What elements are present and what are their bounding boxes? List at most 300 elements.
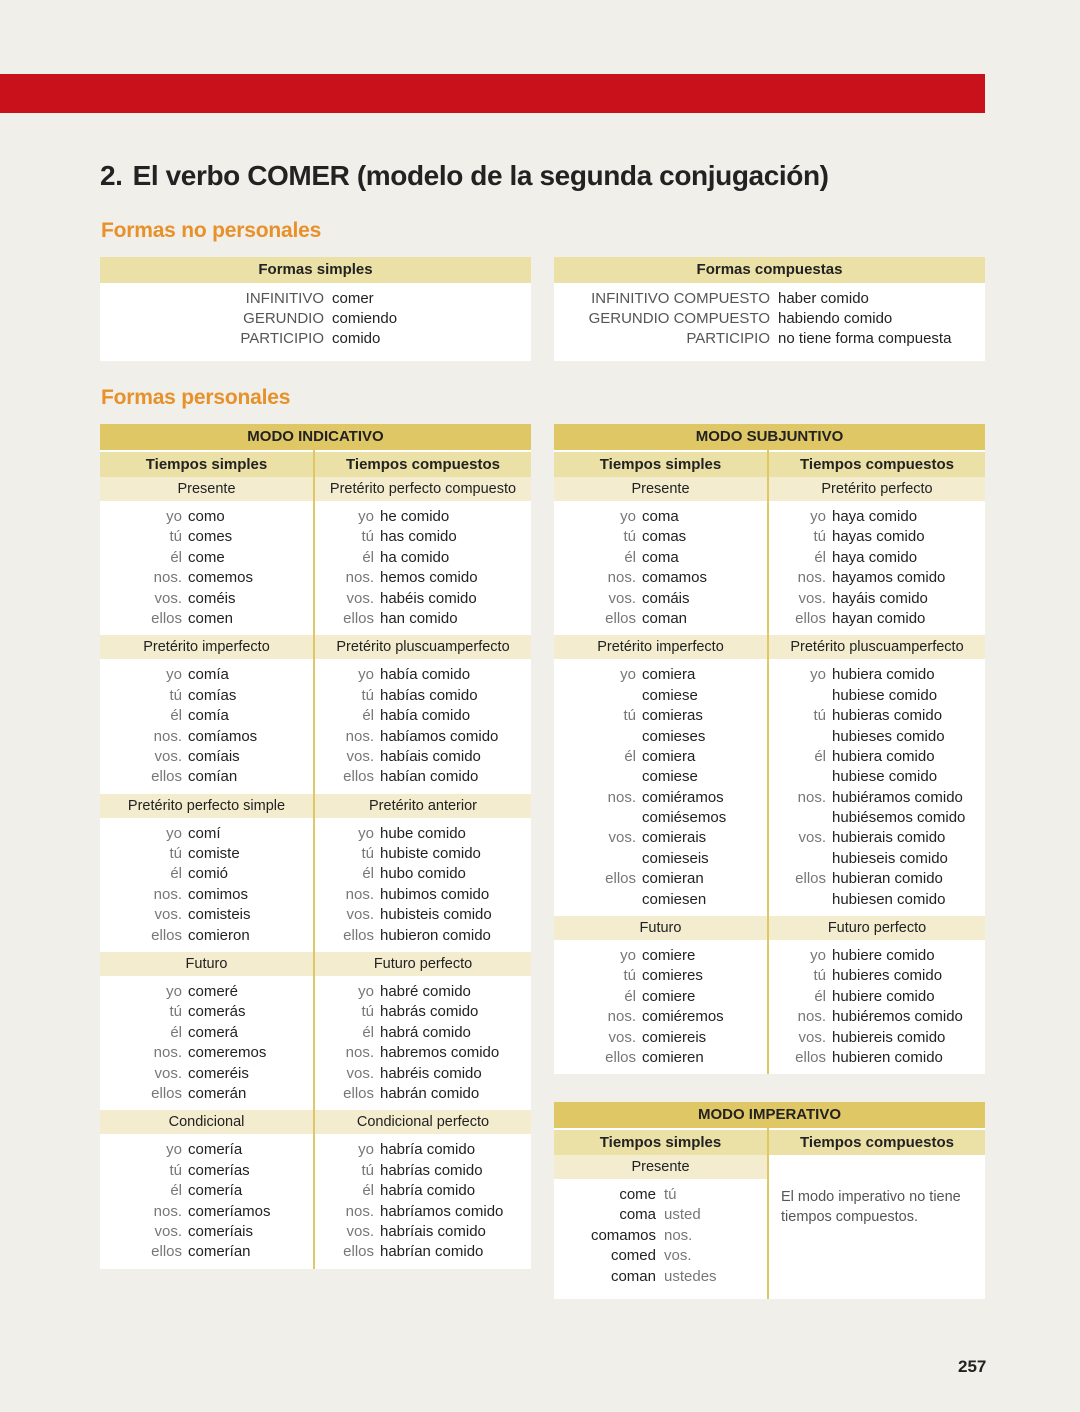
person-pronoun: tú	[813, 528, 826, 546]
verb-form: habréis comido	[380, 1064, 482, 1082]
person-pronoun	[769, 849, 832, 869]
conjugation-row	[315, 548, 531, 568]
conjugation-row	[100, 589, 313, 609]
person-pronoun: yo	[620, 508, 636, 525]
person-pronoun: tú	[813, 967, 826, 985]
verb-form: habías comido	[380, 686, 478, 704]
conjugation-row	[315, 727, 531, 747]
conjugation-row	[315, 507, 531, 527]
verb-form: has comido	[380, 528, 457, 546]
conjugation-row	[554, 665, 767, 685]
form-row	[554, 309, 985, 329]
conjugation-row	[769, 767, 985, 787]
conjugation-row	[554, 527, 767, 547]
conjugation-row	[100, 1064, 313, 1084]
person-pronoun: nos.	[345, 885, 374, 903]
verb-form: coma	[642, 548, 679, 566]
person-pronoun: nos.	[607, 1008, 636, 1026]
verb-form: comisteis	[188, 906, 251, 924]
person-pronoun: él	[814, 548, 826, 566]
verb-form: habrán comido	[380, 1084, 480, 1102]
verb-form: comería	[188, 1182, 243, 1200]
verb-form: hubiésemos comido	[832, 809, 966, 827]
verb-form: habrás comido	[380, 1003, 479, 1021]
person-pronoun: él	[362, 548, 374, 566]
person-pronoun: ellos	[605, 1048, 636, 1066]
conjugation-row	[315, 1222, 531, 1242]
conjugation-rows	[315, 1134, 531, 1268]
conjugation-row	[554, 727, 767, 747]
verb-form: comieses	[642, 727, 706, 745]
conjugation-row	[315, 1084, 531, 1104]
conjugation-row	[554, 1007, 767, 1027]
verb-form: han comido	[380, 609, 458, 627]
verb-form: comas	[642, 528, 687, 546]
person-pronoun: vos.	[608, 829, 636, 847]
form-row	[100, 309, 531, 329]
formas-compuestas-list	[554, 283, 985, 349]
verb-form: habíamos comido	[380, 727, 499, 745]
person-pronoun: tú	[813, 707, 826, 725]
conjugation-row	[315, 885, 531, 905]
verb-form: come	[188, 548, 225, 566]
verb-form: hubieron comido	[380, 926, 491, 944]
imperative-row	[554, 1246, 767, 1266]
conjugation-row	[554, 869, 767, 889]
person-pronoun: nos.	[797, 1008, 826, 1026]
person-pronoun: yo	[810, 508, 826, 525]
person-pronoun: ellos	[343, 768, 374, 786]
person-pronoun: ellos	[795, 1048, 826, 1066]
conjugation-row	[100, 747, 313, 767]
person-pronoun: ellos	[343, 1084, 374, 1102]
tense-label: Futuro	[100, 952, 313, 976]
page-number: 257	[958, 1357, 987, 1376]
verb-form: comían	[188, 768, 238, 786]
conjugation-row	[100, 1140, 313, 1160]
form-label: PARTICIPIO	[686, 330, 770, 347]
conjugation-row	[554, 568, 767, 588]
verb-form: he comido	[380, 508, 450, 525]
verb-form: comiere	[642, 947, 696, 965]
person-pronoun: yo	[166, 508, 182, 525]
verb-form: coma	[642, 508, 679, 525]
verb-form: hubieran comido	[832, 870, 943, 888]
person-pronoun	[769, 727, 832, 747]
person-pronoun: él	[814, 747, 826, 765]
imperative-row	[554, 1226, 767, 1246]
person-pronoun: vos.	[154, 1064, 182, 1082]
subjuntivo-compound-column	[769, 450, 985, 1074]
conjugation-row	[769, 548, 985, 568]
verb-form: comerían	[188, 1243, 251, 1261]
conjugation-row	[100, 548, 313, 568]
person-pronoun: tú	[169, 1161, 182, 1179]
person-pronoun	[554, 727, 642, 747]
person-pronoun: tú	[623, 707, 636, 725]
indicativo-compound-column	[315, 450, 531, 1269]
form-value: habiendo comido	[778, 310, 893, 327]
verb-form: comamos	[642, 569, 708, 587]
person-pronoun: nos.	[153, 1044, 182, 1062]
verb-form: hubiere comido	[832, 987, 935, 1005]
verb-form: comieseis	[642, 849, 709, 867]
verb-form: hubiese comido	[832, 768, 938, 786]
person-pronoun: ellos	[343, 1243, 374, 1261]
conjugation-row	[769, 727, 985, 747]
verb-form: comeríamos	[188, 1202, 271, 1220]
form-value: comido	[332, 330, 381, 347]
tense-label: Futuro perfecto	[769, 916, 985, 940]
person-pronoun: tú	[169, 686, 182, 704]
person-pronoun: ellos	[151, 768, 182, 786]
imperative-row	[554, 1267, 767, 1287]
person-pronoun: nos.	[607, 788, 636, 806]
imperativo-compound-column	[769, 1128, 985, 1299]
verb-form: comiéramos	[642, 788, 724, 806]
verb-form: comemos	[188, 569, 254, 587]
verb-form: hubieren comido	[832, 1048, 943, 1066]
verb-form: hubierais comido	[832, 829, 946, 847]
conjugation-row	[554, 609, 767, 629]
formas-simples-header: Formas simples	[100, 257, 531, 283]
conjugation-rows	[315, 818, 531, 952]
conjugation-row	[100, 824, 313, 844]
verb-form: habían comido	[380, 768, 479, 786]
verb-form: comíais	[188, 747, 240, 765]
conjugation-row	[554, 1048, 767, 1068]
form-row	[554, 329, 985, 349]
conjugation-row	[769, 890, 985, 910]
verb-form: hayan comido	[832, 609, 926, 627]
imperative-row	[554, 1185, 767, 1205]
person-pronoun: yo	[358, 666, 374, 684]
person-pronoun: vos.	[608, 589, 636, 607]
conjugation-row	[769, 828, 985, 848]
conjugation-row	[100, 1202, 313, 1222]
form-label: INFINITIVO	[245, 290, 324, 307]
conjugation-row	[554, 548, 767, 568]
conjugation-row	[769, 869, 985, 889]
tense-label: Futuro	[554, 916, 767, 940]
verb-form: comieres	[642, 967, 703, 985]
verb-form: hubisteis comido	[380, 906, 492, 924]
form-value: haber comido	[778, 290, 869, 307]
conjugation-row	[100, 767, 313, 787]
person-pronoun: ellos	[795, 609, 826, 627]
conjugation-row	[554, 788, 767, 808]
verb-form: hubiste comido	[380, 845, 481, 863]
person-pronoun: tú	[361, 845, 374, 863]
top-red-bar	[0, 74, 985, 113]
conjugation-row	[769, 987, 985, 1007]
conjugation-rows	[100, 818, 313, 952]
verb-form: hubieses comido	[832, 727, 945, 745]
person-pronoun: yo	[620, 666, 636, 684]
conjugation-rows	[554, 659, 767, 916]
person-pronoun: vos.	[154, 589, 182, 607]
verb-form: hube comido	[380, 824, 466, 842]
form-row	[100, 289, 531, 309]
verb-form: comías	[188, 686, 237, 704]
conjugation-row	[100, 1181, 313, 1201]
conjugation-row	[769, 747, 985, 767]
tense-label: Pretérito pluscuamperfecto	[769, 635, 985, 659]
conjugation-row	[769, 589, 985, 609]
conjugation-row	[315, 686, 531, 706]
modo-imperativo	[554, 1102, 985, 1299]
verb-form: hubiesen comido	[832, 890, 946, 908]
verb-form: comeremos	[188, 1044, 267, 1062]
person-pronoun	[554, 808, 642, 828]
verb-form: comí	[188, 824, 221, 842]
verb-form: hubiéremos comido	[832, 1008, 963, 1026]
person-pronoun: usted	[664, 1206, 701, 1224]
conjugation-row	[100, 1043, 313, 1063]
conjugation-row	[315, 844, 531, 864]
conjugation-row	[769, 686, 985, 706]
person-pronoun: vos.	[154, 906, 182, 924]
person-pronoun: tú	[361, 686, 374, 704]
verb-form: comamos	[590, 1226, 656, 1244]
conjugation-row	[769, 1007, 985, 1027]
conjugation-row	[100, 507, 313, 527]
person-pronoun: nos.	[797, 788, 826, 806]
conjugation-row	[554, 767, 767, 787]
conjugation-row	[315, 609, 531, 629]
person-pronoun: vos.	[346, 1064, 374, 1082]
imperativo-tense-label: Presente	[554, 1155, 767, 1179]
indicativo-compound-header: Tiempos compuestos	[315, 452, 531, 477]
person-pronoun: tú	[623, 967, 636, 985]
conjugation-row	[315, 1202, 531, 1222]
verb-form: comáis	[642, 589, 690, 607]
verb-form: comiese	[642, 768, 698, 786]
person-pronoun: ellos	[151, 609, 182, 627]
person-pronoun: nos.	[345, 727, 374, 745]
subjuntivo-simple-header: Tiempos simples	[554, 452, 767, 477]
verb-form: comiera	[642, 666, 696, 684]
verb-form: comiéremos	[642, 1008, 724, 1026]
person-pronoun: nos.	[345, 1044, 374, 1062]
verb-form: hubieres comido	[832, 967, 943, 985]
person-pronoun: él	[624, 987, 636, 1005]
conjugation-row	[315, 767, 531, 787]
person-pronoun: vos.	[798, 1028, 826, 1046]
verb-form: comes	[188, 528, 233, 546]
person-pronoun	[769, 767, 832, 787]
conjugation-row	[769, 609, 985, 629]
conjugation-row	[100, 568, 313, 588]
conjugation-row	[315, 568, 531, 588]
person-pronoun	[769, 890, 832, 910]
person-pronoun: tú	[361, 528, 374, 546]
conjugation-row	[554, 966, 767, 986]
tense-label: Pretérito pluscuamperfecto	[315, 635, 531, 659]
conjugation-row	[769, 568, 985, 588]
verb-form: coma	[619, 1206, 656, 1224]
conjugation-row	[769, 808, 985, 828]
verb-form: hubieras comido	[832, 707, 943, 725]
section-heading-no-personales: Formas no personales	[101, 219, 322, 242]
verb-form: comía	[188, 707, 229, 725]
verb-form: coman	[642, 609, 688, 627]
verb-form: comeré	[188, 983, 239, 1001]
conjugation-row	[100, 686, 313, 706]
conjugation-row	[100, 844, 313, 864]
verb-form: habría comido	[380, 1182, 476, 1200]
verb-form: habrá comido	[380, 1023, 471, 1041]
person-pronoun: él	[362, 707, 374, 725]
person-pronoun: yo	[358, 508, 374, 525]
verb-form: hubieseis comido	[832, 849, 948, 867]
conjugation-row	[315, 926, 531, 946]
conjugation-row	[100, 1222, 313, 1242]
conjugation-row	[554, 849, 767, 869]
form-label: INFINITIVO COMPUESTO	[591, 290, 770, 307]
form-row	[100, 329, 531, 349]
person-pronoun: yo	[358, 983, 374, 1001]
verb-form: comería	[188, 1141, 243, 1159]
verb-form: haya comido	[832, 548, 918, 566]
person-pronoun: tú	[664, 1186, 677, 1203]
conjugation-row	[100, 527, 313, 547]
person-pronoun: vos.	[346, 906, 374, 924]
modo-indicativo	[100, 424, 531, 1269]
person-pronoun	[769, 808, 832, 828]
modo-subjuntivo-title: MODO SUBJUNTIVO	[554, 424, 985, 450]
subjuntivo-simple-column	[554, 450, 769, 1074]
conjugation-row	[315, 982, 531, 1002]
imperativo-compound-header: Tiempos compuestos	[769, 1130, 985, 1155]
tense-label: Futuro perfecto	[315, 952, 531, 976]
conjugation-row	[554, 589, 767, 609]
person-pronoun: nos.	[153, 885, 182, 903]
conjugation-row	[769, 507, 985, 527]
verb-form: comieras	[642, 707, 703, 725]
conjugation-row	[315, 1161, 531, 1181]
person-pronoun: tú	[169, 528, 182, 546]
person-pronoun: él	[362, 865, 374, 883]
person-pronoun: yo	[166, 1141, 182, 1159]
verb-form: habéis comido	[380, 589, 477, 607]
conjugation-row	[554, 507, 767, 527]
person-pronoun: él	[170, 865, 182, 883]
person-pronoun: vos.	[346, 589, 374, 607]
conjugation-row	[100, 864, 313, 884]
conjugation-row	[554, 946, 767, 966]
verb-form: ha comido	[380, 548, 450, 566]
person-pronoun: vos.	[664, 1247, 692, 1265]
conjugation-row	[554, 808, 767, 828]
verb-form: hubiera comido	[832, 747, 935, 765]
conjugation-row	[100, 926, 313, 946]
page-title	[100, 160, 829, 192]
conjugation-rows	[315, 659, 531, 793]
person-pronoun: vos.	[154, 747, 182, 765]
conjugation-row	[100, 905, 313, 925]
tense-label: Presente	[100, 477, 313, 501]
conjugation-row	[315, 905, 531, 925]
conjugation-rows	[100, 1134, 313, 1268]
conjugation-row	[100, 665, 313, 685]
conjugation-row	[100, 885, 313, 905]
formas-compuestas-header: Formas compuestas	[554, 257, 985, 283]
verb-form: comíamos	[188, 727, 258, 745]
person-pronoun: tú	[169, 845, 182, 863]
indicativo-simple-header: Tiempos simples	[100, 452, 313, 477]
person-pronoun: ellos	[605, 870, 636, 888]
modo-imperativo-title: MODO IMPERATIVO	[554, 1102, 985, 1128]
conjugation-rows	[315, 976, 531, 1110]
tense-label: Condicional perfecto	[315, 1110, 531, 1134]
indicativo-simple-column	[100, 450, 315, 1269]
verb-form: comiese	[642, 686, 698, 704]
verb-form: habré comido	[380, 983, 471, 1001]
verb-form: comiesen	[642, 890, 707, 908]
verb-form: coman	[610, 1267, 656, 1285]
conjugation-rows	[769, 659, 985, 916]
person-pronoun: yo	[358, 1141, 374, 1159]
verb-form: habríamos comido	[380, 1202, 504, 1220]
verb-form: comía	[188, 666, 229, 684]
verb-form: comió	[188, 865, 229, 883]
person-pronoun: ellos	[343, 609, 374, 627]
conjugation-row	[100, 727, 313, 747]
person-pronoun: él	[624, 548, 636, 566]
formas-simples-box	[100, 257, 531, 361]
conjugation-row	[554, 706, 767, 726]
conjugation-row	[315, 589, 531, 609]
conjugation-rows	[315, 501, 531, 635]
conjugation-rows	[554, 501, 767, 635]
person-pronoun: ellos	[343, 926, 374, 944]
conjugation-row	[315, 864, 531, 884]
person-pronoun: nos.	[345, 1202, 374, 1220]
verb-form: hubo comido	[380, 865, 466, 883]
verb-form: hubiere comido	[832, 947, 935, 965]
conjugation-row	[100, 982, 313, 1002]
conjugation-rows	[769, 501, 985, 635]
person-pronoun: tú	[623, 528, 636, 546]
conjugation-row	[315, 1043, 531, 1063]
person-pronoun: él	[362, 1182, 374, 1200]
person-pronoun: vos.	[798, 589, 826, 607]
conjugation-row	[554, 890, 767, 910]
person-pronoun: yo	[810, 947, 826, 965]
conjugation-rows	[554, 940, 767, 1074]
verb-form: hayáis comido	[832, 589, 928, 607]
person-pronoun: ellos	[151, 926, 182, 944]
person-pronoun: vos.	[346, 747, 374, 765]
person-pronoun: nos.	[664, 1226, 693, 1244]
verb-form: haya comido	[832, 508, 918, 525]
section-heading-personales: Formas personales	[101, 386, 291, 409]
conjugation-row	[100, 1002, 313, 1022]
conjugation-row	[315, 665, 531, 685]
imperativo-rows	[554, 1179, 767, 1293]
person-pronoun: ellos	[151, 1084, 182, 1102]
form-label: GERUNDIO COMPUESTO	[588, 310, 770, 327]
conjugation-row	[100, 706, 313, 726]
verb-form: comerán	[188, 1084, 247, 1102]
person-pronoun: tú	[361, 1003, 374, 1021]
person-pronoun: él	[170, 1023, 182, 1041]
verb-form: había comido	[380, 666, 471, 684]
verb-form: comiere	[642, 987, 696, 1005]
person-pronoun: yo	[166, 983, 182, 1001]
verb-form: comieren	[642, 1048, 704, 1066]
